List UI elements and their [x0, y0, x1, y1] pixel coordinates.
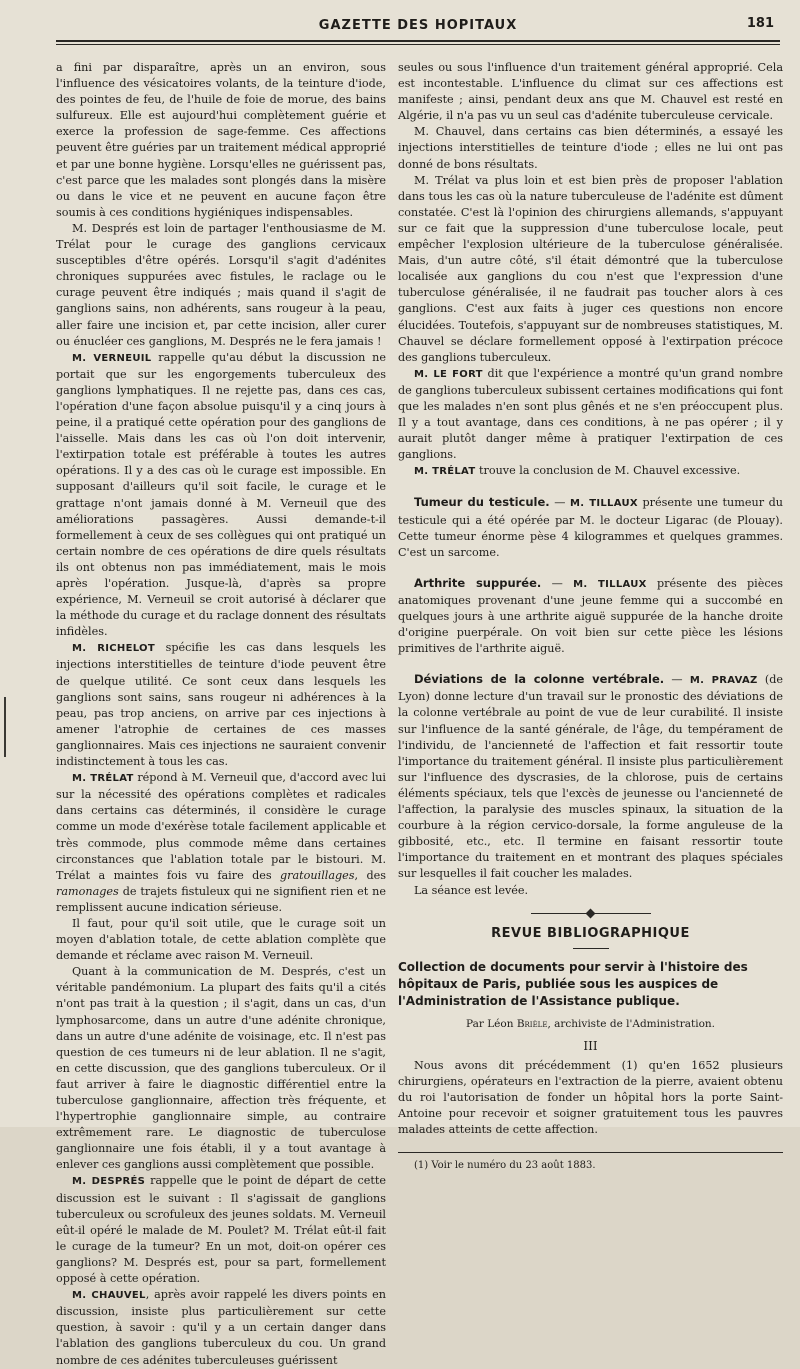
paragraph: [398, 463, 783, 480]
byline: [398, 1016, 783, 1032]
section-paragraph: [398, 494, 783, 560]
section-title: Arthrite suppurée.: [414, 575, 542, 590]
byline-text: Par Léon: [465, 1017, 517, 1030]
short-rule: [573, 948, 609, 949]
paragraph: seules ou sous l'influence d'un traitement général approprié. Cela est incontestable. L'influence du climat sur ces affections est manifeste ; ainsi, pendant deux ans que M. Chauvel est resté en Algérie, il n'a pas vu un seul cas d'adénite tuberculeuse cervicale.: [398, 61, 783, 123]
page-header: [56, 16, 780, 38]
footnote-rule: [398, 1152, 783, 1153]
author-name: Brièle: [516, 1017, 548, 1030]
paragraph-text: de trajets fistuleux qui ne signifient rien et ne remplissent aucune indication sérieuse.: [56, 884, 386, 914]
dash: —: [664, 673, 690, 687]
paragraph-text: , après avoir rappelé les divers points en discussion, insiste plus particulièrement sur cette question, à savoir : qu'il y a un certain danger dans l'ablation des ganglions tuberculeux du cou. Un grand nombre de ces adénites tuberculeuses guérissent: [56, 1288, 386, 1367]
dash: —: [541, 576, 574, 590]
paragraph-text: spécifie les cas dans lesquels les injections interstitielles de teinture d'iode peuvent être de quelque utilité. Ce sont ceux dans lesquels les ganglions sont sains, sans rougeur ni adhérences à la peau, pas trop anciens, on arrive par ces injections à amener l'atrophie de certaines de ces masses ganglionnaires. Mais ces injections ne sauraient convenir indistinctement à tous les cas.: [56, 641, 386, 769]
page-number: 181: [746, 16, 774, 31]
paragraph: M. Trélat va plus loin et est bien près de proposer l'ablation dans tous les cas où la nature tuberculeuse de l'adénite est dûment constatée. C'est là l'opinion des chirurgiens allemands, s'appuyant sur ce fait que la suppression d'une tuberculose locale, peut empêcher l'explosion ultérieure de la tuberculose généralisée. Mais, d'un autre côté, s'il était démontré que la tuberculose localisée aux ganglions du cou n'est que l'expression d'une tuberculose généralisée, il ne faudrait pas toucher alors à ces ganglions. C'est aux faits à juger ces questions non encore élucidées. Toutefois, s'appuyant sur de nombreuses statistiques, M. Chauvel se déclare formellement opposé à l'extirpation précoce des ganglions tuberculeux.: [398, 173, 783, 364]
paragraph-text: répond à M. Verneuil que, d'accord avec lui sur la nécessité des opérations complètes et radicales dans certains cas déterminés, il considère le curage comme un mode d'exérèse totale facilement applicable et très commode, plus commode même dans certaines circonstances que l'ablation totale par le bistouri. M. Trélat a maintes fois vu faire des: [56, 771, 386, 882]
speaker-name: M. LE FORT: [414, 368, 483, 380]
paragraph: [56, 1173, 386, 1287]
margin-mark: [4, 697, 6, 757]
paragraph-text: présente une tumeur du testicule qui a été opérée par M. le docteur Ligarac (de Plouay). Cette tumeur énorme pèse 4 kilogrammes et quelques grammes. C'est un sarcome.: [398, 496, 784, 559]
paragraph-text: , des: [354, 868, 387, 882]
dash: —: [549, 496, 571, 510]
paragraph-text: rappelle qu'au début la discussion ne portait que sur les engorgements tuberculeux des ganglions lymphatiques. Il ne rejette pas, dans ces cas, l'opération d'une façon absolue puisqu'il y a cinq jours à peine, il a pratiqué cette opération pour des ganglions de l'aisselle. Mais dans les cas où l'on doit intervenir, l'extirpation totale est préférable à toutes les autres opérations. Il y a des cas où le curage est impossible. En supposant d'ailleurs qu'il soit facile, le curage et le grattage n'ont jamais donné à M. Verneuil que des améliorations passagères. Aussi demande-t-il formellement à ceux de ses collègues qui ont pratiqué un certain nombre de ces opérations de dire quels résultats ils ont obtenus non pas immédiatement, mais le mois après l'opération. Jusque-là, d'après sa propre expérience, M. Verneuil se croit autorisé à déclarer que la méthode du curage et du raclage donnent des résultats infidèles.: [56, 350, 386, 639]
paragraph-text: dit que l'expérience a montré qu'un grand nombre de ganglions tuberculeux subissent certaines modifications qui font que les malades n'en sont plus gênés et ne s'en préoccupent plus. Il y a tout avantage, dans ces conditions, à ne pas opérer ; il y aurait plutôt danger même à pratiquer l'extirpation de ces ganglions.: [398, 366, 783, 462]
speaker-name: M. TILLAUX: [573, 578, 647, 590]
spacer: [398, 480, 783, 494]
section-paragraph: [398, 575, 783, 657]
paragraph: Il faut, pour qu'il soit utile, que le curage soit un moyen d'ablation totale, de cette ablation complète que demande et réclame avec raison M. Verneuil.: [56, 916, 386, 963]
footnote: (1) Voir le numéro du 23 août 1883.: [414, 1160, 596, 1172]
speaker-name: M. TRÉLAT: [414, 466, 476, 478]
speaker-name: M. DESPRÉS: [72, 1176, 146, 1188]
byline-text: , archiviste de l'Administration.: [547, 1017, 715, 1030]
paragraph: [56, 770, 386, 916]
paragraph: La séance est levée.: [414, 883, 529, 897]
speaker-name: M. RICHELOT: [72, 643, 155, 655]
paragraph: Nous avons dit précédemment (1) qu'en 1652 plusieurs chirurgiens, opérateurs en l'extraction de la pierre, avaient obtenu du roi l'autorisation de fonder un hôpital hors la porte Saint-Antoine pour recevoir et soigner gratuitement tous les pauvres malades atteints de cette affection.: [398, 1058, 783, 1137]
paragraph: [398, 366, 783, 464]
header-rule: [56, 40, 780, 45]
ornament-divider: [531, 909, 651, 918]
book-title: Collection de documents pour servir à l'histoire des hôpitaux de Paris, publiée sous les auspices de l'Administration de l'Assistance publique.: [398, 959, 748, 1008]
paragraph-text: présente des pièces anatomiques provenant d'une jeune femme qui a succombé en quelques jours à une arthrite aiguë suppurée de la hanche droite d'origine puerpérale. On voit bien sur cette pièce les lésions primitives de l'arthrite aiguë.: [398, 576, 783, 656]
speaker-name: M. CHAUVEL: [72, 1290, 146, 1302]
paragraph: [56, 1287, 386, 1368]
section-number: III: [583, 1038, 598, 1053]
paragraph: [56, 640, 386, 770]
paragraph: [56, 350, 386, 641]
right-column: [398, 60, 784, 1172]
italic-term: gratouillages: [280, 868, 355, 882]
spacer: [398, 561, 783, 575]
paragraph: M. Després est loin de partager l'enthousiasme de M. Trélat pour le curage des ganglions cervicaux susceptibles d'être opérés. Lorsqu'il s'agit d'adénites chroniques suppurées avec fistules, le raclage ou le curage peuvent être indiqués ; mais quand il s'agit de ganglions sains, non adhérents, sans rougeur à la peau, aller faire une incision et, par cette incision, aller curer ou énucléer ces ganglions, M. Després ne le fera jamais !: [56, 221, 386, 348]
section-title: Déviations de la colonne vertébrale.: [414, 672, 665, 687]
review-heading: REVUE BIBLIOGRAPHIQUE: [491, 925, 690, 941]
speaker-name: M. VERNEUIL: [72, 352, 152, 364]
section-paragraph: [398, 671, 783, 882]
paragraph: Quant à la communication de M. Després, c'est un véritable pandémonium. La plupart des faits qu'il a cités n'ont pas trait à la question ; il s'agit, dans un cas, d'un lymphosarcome, dans un autre d'une adénite chronique, dans un autre d'une adénite de voisinage, etc. Il n'est pas question de ces tumeurs ni de leur ablation. Il ne s'agit, en cette discussion, que des ganglions tuberculeux. Or il faut arriver à faire le diagnostic différentiel entre la tuberculose ganglionnaire, affection très fréquente, et l'hypertrophie ganglionnaire simple, au contraire extrêmement rare. Le diagnostic de tuberculose ganglionnaire une fois établi, il y a tout avantage à enlever ces ganglions aussi complètement que possible.: [56, 965, 386, 1172]
paragraph-text: rappelle que le point de départ de cette discussion est le suivant : Il s'agissait de ganglions tuberculeux ou scrofuleux des jeunes soldats. M. Verneuil eût-il opéré le malade de M. Poulet? M. Trélat eût-il fait le curage de la tumeur? En un mot, doit-on opérer ces ganglions? M. Després est, pour sa part, formellement opposé à cette opération.: [56, 1174, 386, 1286]
italic-term: ramonages: [56, 884, 119, 898]
speaker-name: M. PRAVAZ: [689, 675, 758, 687]
left-column: [56, 60, 387, 1367]
spacer: [398, 657, 783, 671]
section-title: Tumeur du testicule.: [414, 495, 550, 510]
paragraph: M. Chauvel, dans certains cas bien déterminés, a essayé les injections interstitielles de teinture d'iode ; elles ne lui ont pas donné de bons résultats.: [398, 125, 783, 171]
journal-title: GAZETTE DES HOPITAUX: [318, 18, 518, 33]
paragraph-text: (de Lyon) donne lecture d'un travail sur le pronostic des déviations de la colonne vertébrale au point de vue de leur curabilité. Il insiste sur l'influence de la santé générale, de l'âge, du tempérament de l'individu, de l'ancienneté de l'affection et fait ressortir toute l'importance du traitement général. Il insiste plus particulièrement sur l'influence des dyscrasies, de la chlorose, puis de certains éléments spéciaux, tels que l'excès de jeunesse ou l'ancienneté de l'affection, la paralysie des muscles spinaux, la situation de la courbure à la région cervico-dorsale, la forme anguleuse de la gibbosité, etc., etc. Il termine en faisant ressortir toute l'importance du traitement en et montrant des plaques spéciales sur lesquelles il fait coucher les malades.: [398, 673, 783, 881]
paragraph-text: trouve la conclusion de M. Chauvel excessive.: [475, 464, 741, 478]
speaker-name: M. TILLAUX: [570, 498, 638, 510]
paragraph: a fini par disparaître, après un an environ, sous l'influence des vésicatoires volants, de la teinture d'iode, des pointes de feu, de l'huile de foie de morue, des bains sulfureux. Elle est aujourd'hui complètement guérie et exerce la profession de sage-femme. Ces affections peuvent être guéries par un traitement médical approprié et par une bonne hygiène. Lorsqu'elles ne guérissent pas, c'est parce que les malades sont plongés dans la misère ou dans le vice et ne peuvent en aucune façon être soumis à ces conditions hygiéniques indispensables.: [56, 61, 386, 219]
speaker-name: M. TRÉLAT: [72, 773, 134, 785]
